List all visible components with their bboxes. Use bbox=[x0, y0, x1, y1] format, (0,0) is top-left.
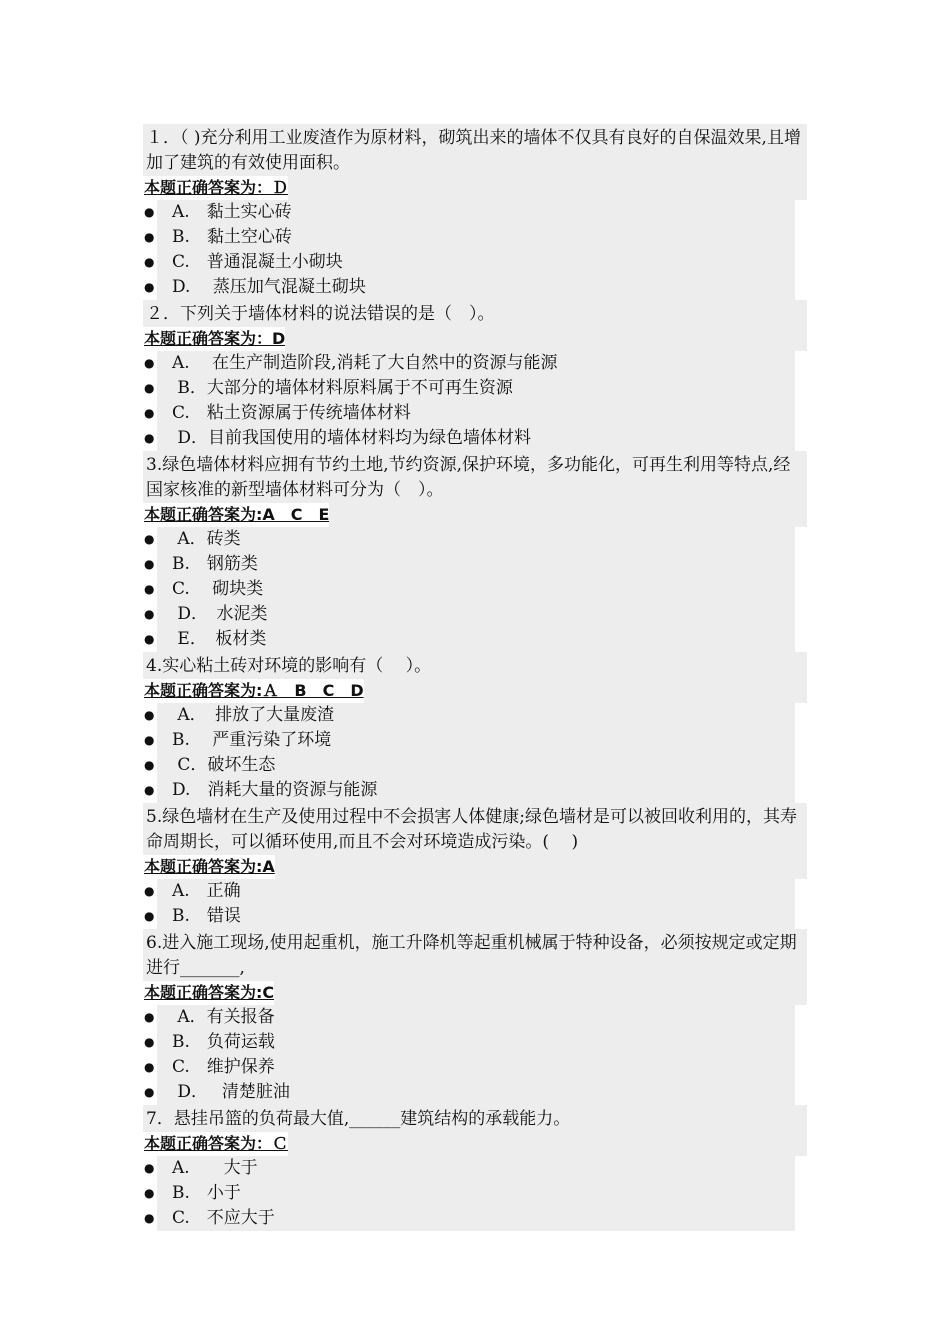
bullet-icon: ● bbox=[144, 582, 155, 596]
bullet-icon: ● bbox=[144, 230, 155, 244]
bullet-icon: ● bbox=[144, 557, 155, 571]
bullet-icon: ● bbox=[144, 632, 155, 646]
bullet-icon: ● bbox=[144, 607, 155, 621]
option-item: ● B. 黏土空心砖 bbox=[143, 225, 795, 250]
option-list bbox=[143, 527, 807, 652]
correct-answer: 本题正确答案为：Ｄ bbox=[143, 176, 288, 200]
question-text: １．（ )充分利用工业废渣作为原材料，砌筑出来的墙体不仅具有良好的自保温效果,且增加了建筑的有效使用面积。 bbox=[143, 124, 807, 176]
option-item: ● D． 水泥类 bbox=[143, 602, 795, 627]
option-list bbox=[143, 879, 807, 929]
bullet-icon: ● bbox=[144, 733, 155, 747]
option-item: ● A．有关报备 bbox=[143, 1005, 795, 1030]
question-text: 6.进入施工现场,使用起重机，施工升降机等起重机械属于特种设备，必须按规定或定期进行_______, bbox=[143, 929, 807, 981]
bullet-icon: ● bbox=[144, 1085, 155, 1099]
bullet-icon: ● bbox=[144, 431, 155, 445]
bullet-icon: ● bbox=[144, 532, 155, 546]
option-list bbox=[143, 351, 807, 451]
bullet-icon: ● bbox=[144, 1060, 155, 1074]
option-item: ● D. 消耗大量的资源与能源 bbox=[143, 778, 795, 803]
option-list bbox=[143, 1005, 807, 1105]
question-text: 3.绿色墙体材料应拥有节约土地,节约资源,保护环境，多功能化，可再生利用等特点,经国家核准的新型墙体材料可分为（ ）。 bbox=[143, 451, 807, 503]
correct-answer: 本题正确答案为:C bbox=[143, 981, 274, 1005]
question-1 bbox=[143, 124, 807, 300]
question-3 bbox=[143, 451, 807, 652]
bullet-icon: ● bbox=[144, 356, 155, 370]
option-item: ● A. 正确 bbox=[143, 879, 795, 904]
bullet-icon: ● bbox=[144, 1211, 155, 1225]
option-item: ● B. 严重污染了环境 bbox=[143, 728, 795, 753]
question-2 bbox=[143, 300, 807, 451]
option-list bbox=[143, 200, 807, 300]
question-text: 4.实心粘土砖对环境的影响有（ ）。 bbox=[143, 652, 807, 679]
correct-answer: 本题正确答案为：Ｃ bbox=[143, 1132, 288, 1156]
bullet-icon: ● bbox=[144, 783, 155, 797]
bullet-icon: ● bbox=[144, 758, 155, 772]
correct-answer: 本题正确答案为:Ａ B C D bbox=[143, 679, 364, 703]
bullet-icon: ● bbox=[144, 884, 155, 898]
option-item: ● D． 清楚脏油 bbox=[143, 1080, 795, 1105]
option-item: ● B. 负荷运载 bbox=[143, 1030, 795, 1055]
bullet-icon: ● bbox=[144, 1161, 155, 1175]
option-item: ● C．破坏生态 bbox=[143, 753, 795, 778]
bullet-icon: ● bbox=[144, 255, 155, 269]
option-item: ● A. 黏土实心砖 bbox=[143, 200, 795, 225]
option-item: ● E． 板材类 bbox=[143, 627, 795, 652]
option-list bbox=[143, 703, 807, 803]
bullet-icon: ● bbox=[144, 205, 155, 219]
option-item: ● B．大部分的墙体材料原料属于不可再生资源 bbox=[143, 376, 795, 401]
option-item: ● C. 砌块类 bbox=[143, 577, 795, 602]
option-item: ● C. 不应大于 bbox=[143, 1206, 795, 1231]
question-text: 7．悬挂吊篮的负荷最大值,______建筑结构的承载能力。 bbox=[143, 1105, 807, 1132]
bullet-icon: ● bbox=[144, 1010, 155, 1024]
option-item: ● A. 大于 bbox=[143, 1156, 795, 1181]
question-5 bbox=[143, 803, 807, 929]
option-item: ● D．目前我国使用的墙体材料均为绿色墙体材料 bbox=[143, 426, 795, 451]
correct-answer: 本题正确答案为:A C E bbox=[143, 503, 329, 527]
bullet-icon: ● bbox=[144, 1186, 155, 1200]
question-6 bbox=[143, 929, 807, 1105]
option-item: ● C. 普通混凝土小砌块 bbox=[143, 250, 795, 275]
question-text: ２．下列关于墙体材料的说法错误的是（ ）。 bbox=[143, 300, 807, 327]
option-item: ● A. 在生产制造阶段,消耗了大自然中的资源与能源 bbox=[143, 351, 795, 376]
question-text: 5.绿色墙材在生产及使用过程中不会损害人体健康;绿色墙材是可以被回收利用的，其寿命周期长，可以循环使用,而且不会对环境造成污染。( ) bbox=[143, 803, 807, 855]
bullet-icon: ● bbox=[144, 280, 155, 294]
correct-answer: 本题正确答案为：D bbox=[143, 327, 285, 351]
correct-answer: 本题正确答案为:A bbox=[143, 855, 275, 879]
option-item: ● C. 维护保养 bbox=[143, 1055, 795, 1080]
bullet-icon: ● bbox=[144, 708, 155, 722]
bullet-icon: ● bbox=[144, 406, 155, 420]
question-4 bbox=[143, 652, 807, 803]
quiz-document bbox=[143, 124, 807, 1231]
option-item: ● B. 钢筋类 bbox=[143, 552, 795, 577]
bullet-icon: ● bbox=[144, 381, 155, 395]
bullet-icon: ● bbox=[144, 1035, 155, 1049]
option-item: ● D. 蒸压加气混凝土砌块 bbox=[143, 275, 795, 300]
question-7 bbox=[143, 1105, 807, 1231]
option-list bbox=[143, 1156, 807, 1231]
option-item: ● B. 错误 bbox=[143, 904, 795, 929]
option-item: ● B. 小于 bbox=[143, 1181, 795, 1206]
option-item: ● A． 排放了大量废渣 bbox=[143, 703, 795, 728]
option-item: ● A．砖类 bbox=[143, 527, 795, 552]
option-item: ● C. 粘土资源属于传统墙体材料 bbox=[143, 401, 795, 426]
bullet-icon: ● bbox=[144, 909, 155, 923]
